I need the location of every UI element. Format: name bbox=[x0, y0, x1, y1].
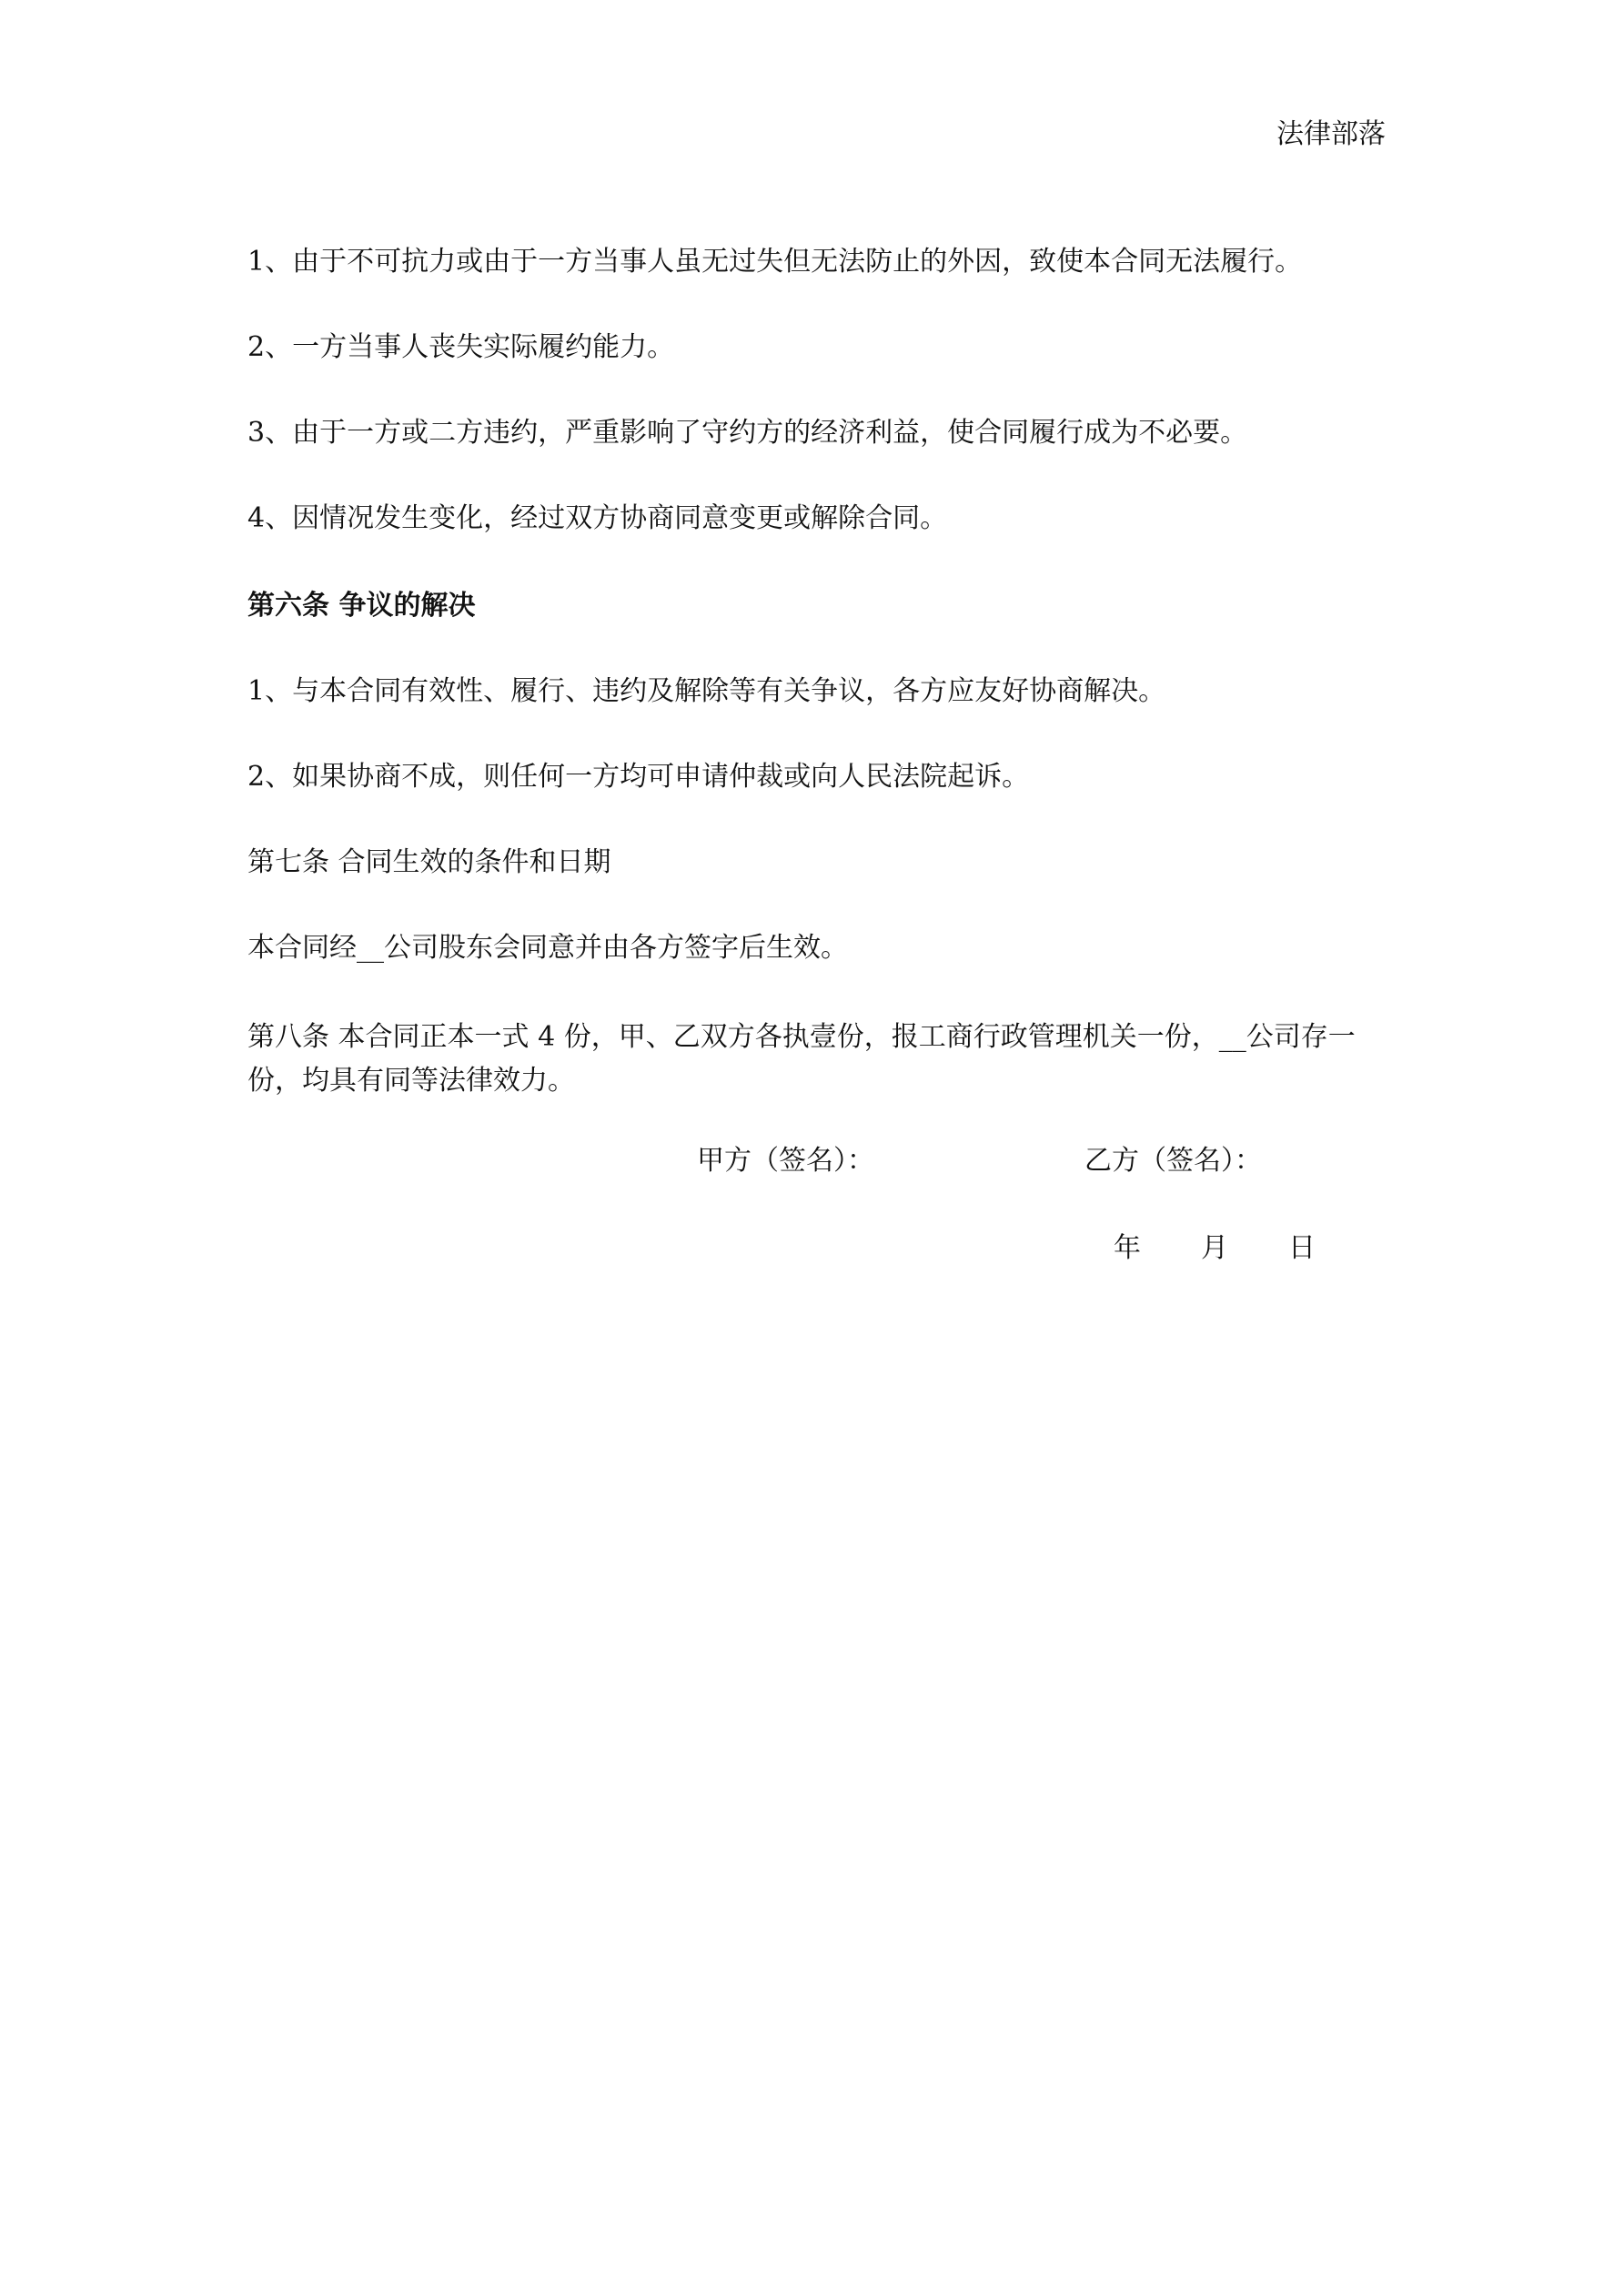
clause-item-3: 3、由于一方或二方违约，严重影响了守约方的经济利益，使合同履行成为不必要。 bbox=[247, 417, 1248, 449]
effectiveness-clause: 本合同经__公司股东会同意并由各方签字后生效。 bbox=[247, 932, 848, 964]
clause-item-1: 1、由于不可抗力或由于一方当事人虽无过失但无法防止的外因，致使本合同无法履行。 bbox=[247, 246, 1303, 278]
article-7-heading: 第七条 合同生效的条件和日期 bbox=[247, 846, 611, 878]
date-day-label: 日 bbox=[1288, 1232, 1316, 1264]
date-month-label: 月 bbox=[1201, 1232, 1228, 1264]
date-year-label: 年 bbox=[1114, 1232, 1141, 1264]
party-b-signature-label: 乙方（签名）： bbox=[1084, 1145, 1262, 1177]
clause-item-4: 4、因情况发生变化，经过双方协商同意变更或解除合同。 bbox=[247, 502, 948, 534]
page-header-title: 法律部落 bbox=[1276, 118, 1386, 150]
dispute-item-1: 1、与本合同有效性、履行、违约及解除等有关争议，各方应友好协商解决。 bbox=[247, 675, 1166, 707]
article-8-clause: 第八条 本合同正本一式 4 份，甲、乙双方各执壹份，报工商行政管理机关一份，__公司存一份，均具有同等法律效力。 bbox=[247, 1021, 1356, 1097]
dispute-item-2: 2、如果协商不成，则任何一方均可申请仲裁或向人民法院起诉。 bbox=[247, 761, 1030, 793]
clause-item-2: 2、一方当事人丧失实际履约能力。 bbox=[247, 331, 675, 363]
article-6-heading: 第六条 争议的解决 bbox=[247, 590, 476, 622]
party-a-signature-label: 甲方（签名）： bbox=[697, 1145, 874, 1177]
